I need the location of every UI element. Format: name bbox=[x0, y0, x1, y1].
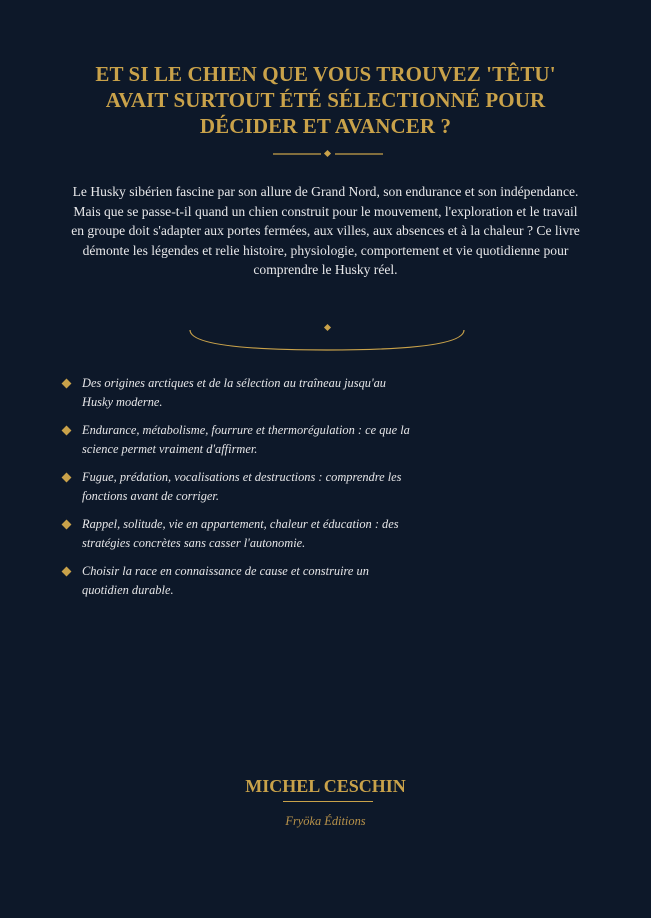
author-divider bbox=[283, 801, 373, 802]
list-item-text: Husky moderne. bbox=[82, 394, 163, 409]
list-item bbox=[62, 562, 434, 599]
intro-line: comprendre le Husky réel. bbox=[253, 262, 398, 277]
intro-line: Le Husky sibérien fascine par son allure de Grand Nord, son endurance et son indépendance. bbox=[72, 184, 579, 199]
intro-paragraph bbox=[66, 182, 585, 280]
intro-line: en groupe doit s'adapter aux portes fermées, aux villes, aux absences et à la chaleur ? Ce livre bbox=[71, 223, 580, 238]
list-item bbox=[62, 515, 434, 552]
diamond-bullet-icon bbox=[62, 426, 72, 436]
list-item-text: science permet vraiment d'affirmer. bbox=[82, 441, 258, 456]
headline-line: ET SI LE CHIEN QUE VOUS TROUVEZ 'TÊTU' bbox=[95, 62, 556, 86]
list-item-text: Endurance, métabolisme, fourrure et thermorégulation : ce que la bbox=[82, 423, 410, 437]
headline-line: DÉCIDER ET AVANCER ? bbox=[199, 114, 452, 138]
diamond-bullet-icon bbox=[62, 379, 72, 389]
arc-ornament-icon bbox=[186, 318, 468, 358]
list-item-text: Rappel, solitude, vie en appartement, chaleur et éducation : des bbox=[82, 517, 399, 531]
diamond-bullet-icon bbox=[62, 473, 72, 483]
publisher-name: Fryöka Éditions bbox=[285, 814, 366, 828]
list-item-text: quotidien durable. bbox=[82, 582, 174, 597]
diamond-bullet-icon bbox=[62, 520, 72, 530]
list-item-text: fonctions avant de corriger. bbox=[82, 488, 219, 503]
divider-diamond-icon bbox=[273, 148, 383, 160]
headline-line: AVAIT SURTOUT ÉTÉ SÉLECTIONNÉ POUR bbox=[105, 88, 546, 112]
list-item bbox=[62, 374, 434, 411]
author-name: MICHEL CESCHIN bbox=[245, 776, 406, 796]
list-item-text: Fugue, prédation, vocalisations et destructions : comprendre les bbox=[82, 470, 402, 484]
headline bbox=[60, 61, 591, 139]
list-item-text: stratégies concrètes sans casser l'autonomie. bbox=[82, 535, 306, 550]
list-item-text: Choisir la race en connaissance de cause et construire un bbox=[82, 564, 369, 578]
list-item-text: Des origines arctiques et de la sélection au traîneau jusqu'au bbox=[82, 376, 386, 390]
intro-line: démonte les légendes et relie histoire, physiologie, comportement et vie quotidienne pour bbox=[82, 242, 569, 258]
diamond-bullet-icon bbox=[62, 567, 72, 577]
intro-line: Mais que se passe-t-il quand un chien construit pour le mouvement, l'exploration et le travail bbox=[73, 203, 578, 219]
feature-list bbox=[62, 374, 434, 609]
list-item bbox=[62, 421, 434, 458]
list-item bbox=[62, 468, 434, 505]
